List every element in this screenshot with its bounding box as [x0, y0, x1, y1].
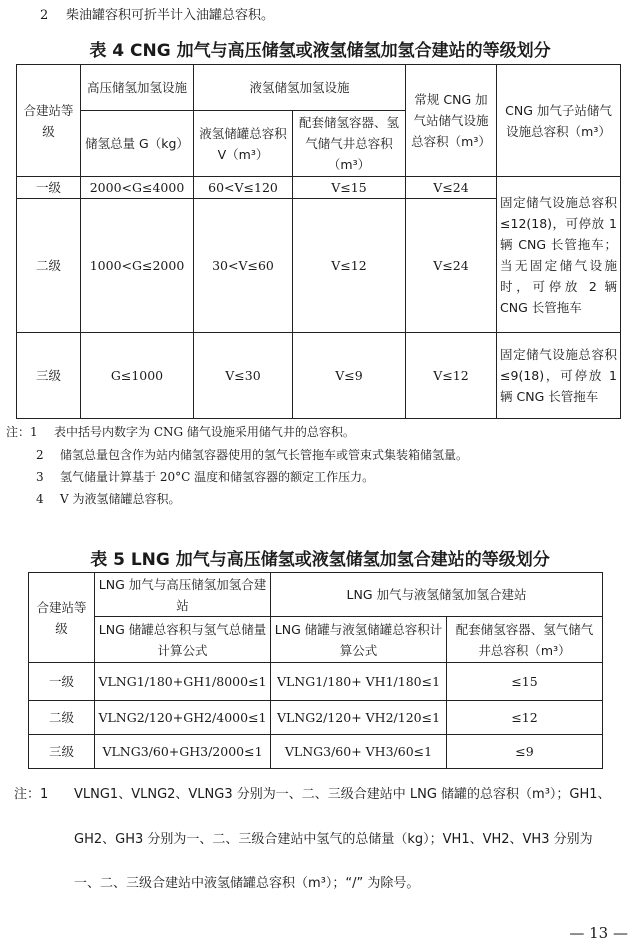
t4-note1-num: 1 — [30, 425, 38, 439]
t5-row2-lh: VLNG2/120+ VH2/120≤1 — [271, 701, 447, 735]
t4-note1-text: 表中括号内数字为 CNG 储气设施采用储气井的总容积。 — [54, 425, 355, 439]
t4-note4-num: 4 — [36, 492, 44, 506]
t4-header-lh-tank: 液氢储罐总容积 V（m³） — [194, 111, 293, 177]
t4-note3-num: 3 — [36, 470, 44, 484]
top-note-text: 柴油罐容积可折半计入油罐总容积。 — [66, 8, 275, 23]
t4-row2-support: V≤12 — [293, 199, 406, 333]
t5-row2-support: ≤12 — [447, 701, 603, 735]
table5 — [28, 572, 603, 769]
t4-row2-grade: 二级 — [17, 199, 81, 333]
t4-row1-v: 60<V≤120 — [194, 177, 293, 199]
t4-header-lh-group: 液氢储氢加氢设施 — [194, 65, 406, 111]
t5-row3-hp: VLNG3/60+GH3/2000≤1 — [95, 735, 271, 769]
t5-header-lh-formula: LNG 储罐与液氢储罐总容积计算公式 — [271, 617, 447, 663]
t4-header-cng-regular: 常规 CNG 加气站储气设施总容积（m³） — [406, 65, 497, 177]
t5-header-hp-formula: LNG 储罐总容积与氢气总储量计算公式 — [95, 617, 271, 663]
t5-row2-grade: 二级 — [29, 701, 95, 735]
t5-note-line1: VLNG1、VLNG2、VLNG3 分别为一、二、三级合建站中 LNG 储罐的总容积（m³）；GH1、 — [74, 787, 611, 802]
t4-row3-grade: 三级 — [17, 333, 81, 419]
t5-row1-grade: 一级 — [29, 663, 95, 701]
t4-row2-g: 1000<G≤2000 — [81, 199, 194, 333]
t4-header-cng-sub: CNG 加气子站储气设施总容积（m³） — [497, 65, 621, 177]
table4 — [16, 64, 621, 419]
t5-row1-hp: VLNG1/180+GH1/8000≤1 — [95, 663, 271, 701]
t5-header-hp-group: LNG 加气与高压储氢加氢合建站 — [95, 573, 271, 617]
t4-row2-v: 30<V≤60 — [194, 199, 293, 333]
t5-row2-hp: VLNG2/120+GH2/4000≤1 — [95, 701, 271, 735]
t4-header-grade: 合建站等级 — [17, 65, 81, 177]
t5-note-line2: GH2、GH3 分别为一、二、三级合建站中氢气的总储量（kg）；VH1、VH2、VH3 分别为 — [74, 832, 593, 847]
t4-note4-text: V 为液氢储罐总容积。 — [60, 492, 181, 506]
t5-note-line3: 一、二、三级合建站中液氢储罐总容积（m³）；“/” 为除号。 — [74, 876, 420, 891]
t5-row3-grade: 三级 — [29, 735, 95, 769]
table5-title: 表 5 LNG 加气与高压储氢或液氢储氢加氢合建站的等级划分 — [90, 550, 550, 570]
t4-note2-num: 2 — [36, 448, 44, 462]
t4-note3-text: 氢气储量计算基于 20°C 温度和储氢容器的额定工作压力。 — [60, 470, 375, 484]
t4-header-lh-support: 配套储氢容器、氢气储气井总容积（m³） — [293, 111, 406, 177]
page-number: — 13 — — [569, 924, 628, 942]
top-note — [40, 4, 274, 23]
t4-row2-cng: V≤24 — [406, 199, 497, 333]
t5-row3-lh: VLNG3/60+ VH3/60≤1 — [271, 735, 447, 769]
t4-row3-support: V≤9 — [293, 333, 406, 419]
t4-notes-label: 注： — [6, 425, 31, 439]
t4-row3-cng: V≤12 — [406, 333, 497, 419]
table4-title: 表 4 CNG 加气与高压储氢或液氢储氢加氢合建站的等级划分 — [89, 41, 551, 61]
t4-sub-station-b: 固定储气设施总容积≤9(18)，可停放 1 辆 CNG 长管拖车 — [497, 333, 621, 419]
t4-header-hp-group: 高压储氢加氢设施 — [81, 65, 194, 111]
t5-header-grade: 合建站等级 — [29, 573, 95, 663]
t4-sub-station-a: 固定储气设施总容积≤12(18)，可停放 1 辆 CNG 长管拖车；当无固定储气设施时，可停放 2 辆 CNG 长管拖车 — [497, 177, 621, 333]
t5-header-support: 配套储氢容器、氢气储气井总容积（m³） — [447, 617, 603, 663]
t4-row1-cng: V≤24 — [406, 177, 497, 199]
t4-row3-g: G≤1000 — [81, 333, 194, 419]
t5-header-lh-group: LNG 加气与液氢储氢加氢合建站 — [271, 573, 603, 617]
t4-note2-text: 储氢总量包含作为站内储氢容器使用的氢气长管拖车或管束式集装箱储氢量。 — [60, 448, 469, 462]
t4-header-hp-total: 储氢总量 G（kg） — [81, 111, 194, 177]
t4-row3-v: V≤30 — [194, 333, 293, 419]
t5-row3-support: ≤9 — [447, 735, 603, 769]
top-note-num: 2 — [40, 8, 49, 23]
t4-row1-support: V≤15 — [293, 177, 406, 199]
t5-notes-label: 注：1 — [14, 787, 49, 802]
t4-row1-g: 2000<G≤4000 — [81, 177, 194, 199]
t4-row1-grade: 一级 — [17, 177, 81, 199]
t5-row1-support: ≤15 — [447, 663, 603, 701]
t5-row1-lh: VLNG1/180+ VH1/180≤1 — [271, 663, 447, 701]
